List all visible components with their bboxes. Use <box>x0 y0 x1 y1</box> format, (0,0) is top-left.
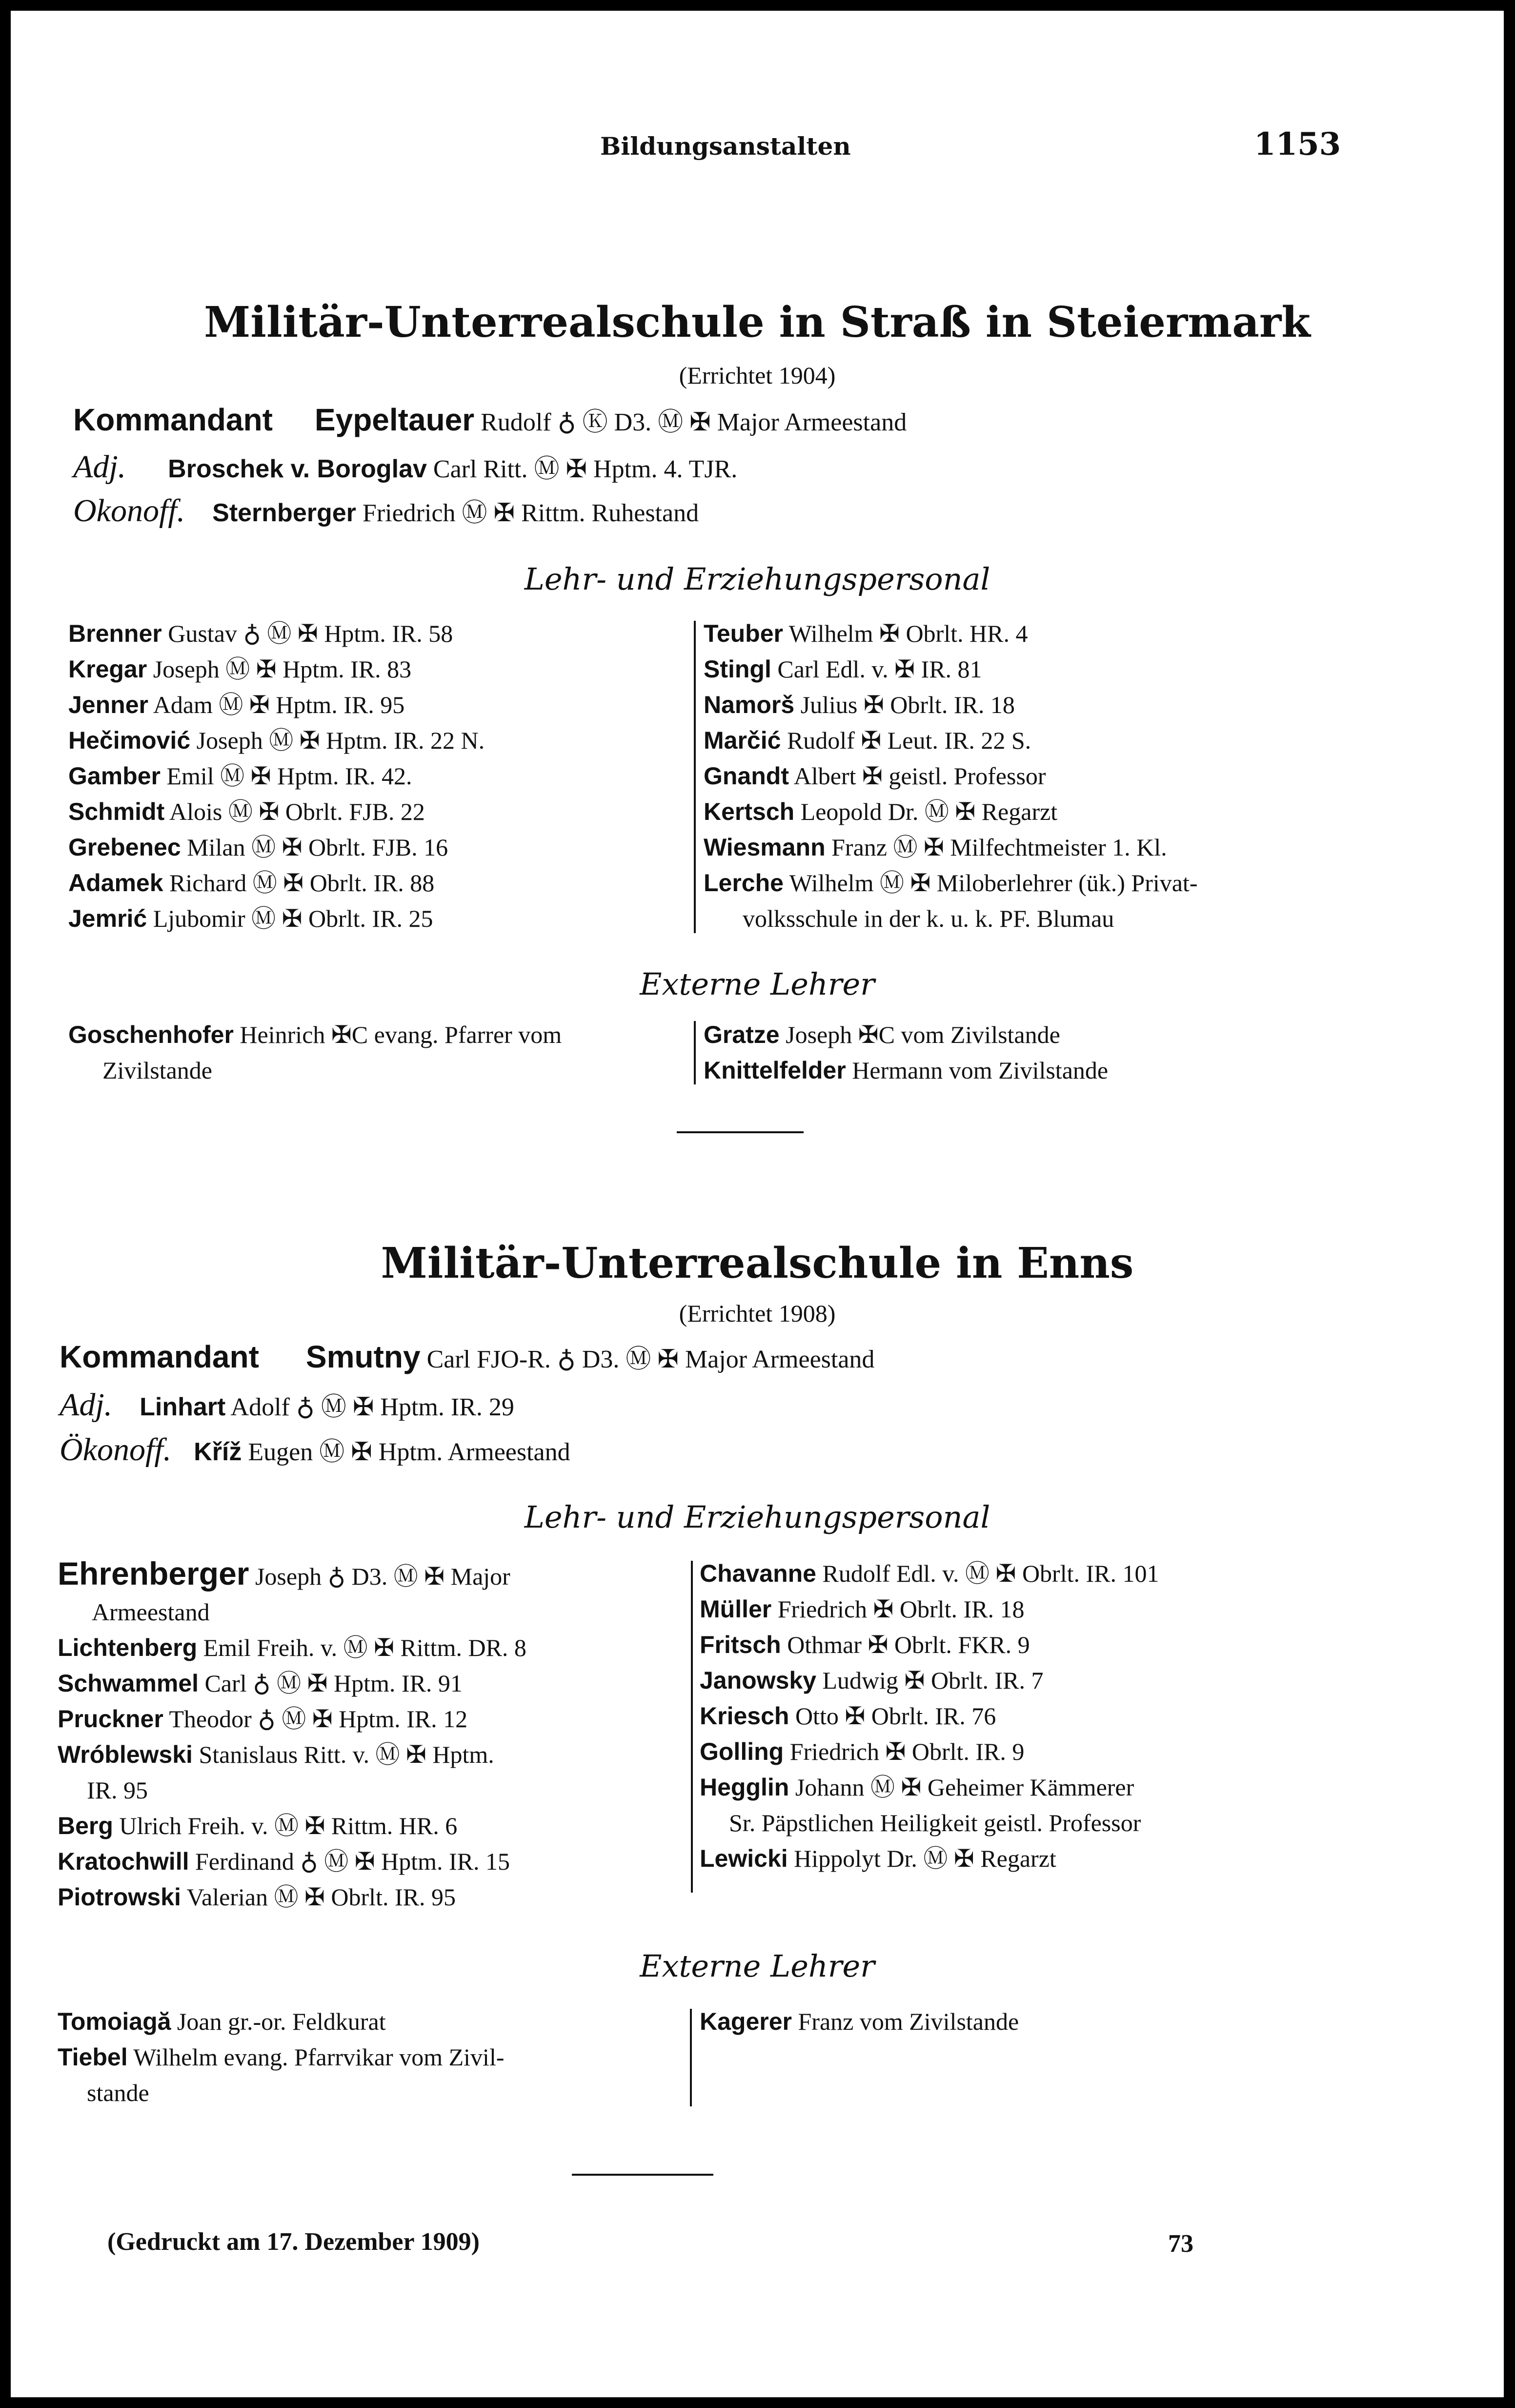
list-item: Schwammel Carl ♁ Ⓜ ✠ Hptm. IR. 91 <box>58 1670 463 1697</box>
list-item: Zivilstande <box>102 1057 212 1084</box>
role-label: Okonoff. <box>73 493 185 529</box>
list-item: Kertsch Leopold Dr. Ⓜ ✠ Regarzt <box>704 798 1058 825</box>
list-item: Wiesmann Franz Ⓜ ✠ Milfechtmeister 1. Kl. <box>704 834 1167 861</box>
list-item: Sr. Päpstlichen Heiligkeit geistl. Professor <box>729 1809 1141 1837</box>
list-item: Jemrić Ljubomir Ⓜ ✠ Obrlt. IR. 25 <box>68 905 433 932</box>
section2-staff-left <box>58 1556 526 1915</box>
list-item: Gamber Emil Ⓜ ✠ Hptm. IR. 42. <box>68 762 412 790</box>
person-details: Carl Ritt. Ⓜ ✠ Hptm. 4. TJR. <box>433 455 738 483</box>
list-item: Jenner Adam Ⓜ ✠ Hptm. IR. 95 <box>68 691 405 718</box>
list-item: volksschule in der k. u. k. PF. Blumau <box>743 905 1114 932</box>
list-item: Wróblewski Stanislaus Ritt. v. Ⓜ ✠ Hptm. <box>58 1741 494 1768</box>
person-details: Friedrich Ⓜ ✠ Rittm. Ruhestand <box>362 499 699 527</box>
list-item: Kratochwill Ferdinand ♁ Ⓜ ✠ Hptm. IR. 15 <box>58 1848 510 1875</box>
role-label: Kommandant <box>60 1339 259 1374</box>
section1-commander <box>73 401 907 438</box>
person-name: Smutny <box>305 1339 421 1374</box>
section-separator <box>677 1131 804 1133</box>
print-date: (Gedruckt am 17. Dezember 1909) <box>107 2228 480 2256</box>
section1-external-left <box>68 1017 562 1088</box>
person-details: Rudolf ♁ Ⓚ D3. Ⓜ ✠ Major Armeestand <box>481 408 907 436</box>
list-item: Chavanne Rudolf Edl. v. Ⓜ ✠ Obrlt. IR. 101 <box>700 1560 1159 1587</box>
list-item: Namorš Julius ✠ Obrlt. IR. 18 <box>704 691 1015 718</box>
list-item: Fritsch Othmar ✠ Obrlt. FKR. 9 <box>700 1631 1030 1658</box>
person-name: Linhart <box>140 1393 226 1421</box>
sheet-signature: 73 <box>1168 2230 1193 2258</box>
person-name: Kříž <box>194 1438 242 1466</box>
list-item: Berg Ulrich Freih. v. Ⓜ ✠ Rittm. HR. 6 <box>58 1812 458 1839</box>
section1-okonoff <box>73 492 699 530</box>
list-item: IR. 95 <box>87 1776 148 1804</box>
list-item: Marčić Rudolf ✠ Leut. IR. 22 S. <box>704 727 1031 754</box>
list-item: Knittelfelder Hermann vom Zivilstande <box>704 1057 1109 1084</box>
column-divider <box>690 2009 692 2106</box>
list-item: Golling Friedrich ✠ Obrlt. IR. 9 <box>700 1738 1025 1765</box>
section-separator <box>572 2174 713 2176</box>
list-item: Teuber Wilhelm ✠ Obrlt. HR. 4 <box>704 620 1028 647</box>
role-label: Adj. <box>73 449 126 485</box>
list-item: Kriesch Otto ✠ Obrlt. IR. 76 <box>700 1702 996 1730</box>
person-details: Carl FJO-R. ♁ D3. Ⓜ ✠ Major Armeestand <box>426 1346 875 1373</box>
section1-staff-heading: Lehr- und Erziehungspersonal <box>524 561 990 597</box>
list-item: Stingl Carl Edl. v. ✠ IR. 81 <box>704 655 982 683</box>
list-item: Pruckner Theodor ♁ Ⓜ ✠ Hptm. IR. 12 <box>58 1705 468 1733</box>
list-item: Lichtenberg Emil Freih. v. Ⓜ ✠ Rittm. DR. 8 <box>58 1634 526 1661</box>
column-divider <box>694 621 696 933</box>
section2-title: Militär-Unterrealschule in Enns <box>381 1239 1134 1288</box>
list-item: Tiebel Wilhelm evang. Pfarrvikar vom Zivil- <box>58 2043 505 2071</box>
section1-staff-left <box>68 616 485 937</box>
list-item: Kregar Joseph Ⓜ ✠ Hptm. IR. 83 <box>68 655 412 683</box>
list-item: Ehrenberger Joseph ♁ D3. Ⓜ ✠ Major <box>58 1555 510 1592</box>
section2-okonoff <box>60 1431 570 1469</box>
section2-staff-right <box>700 1556 1159 1877</box>
column-divider <box>694 1021 696 1084</box>
page-number: 1153 <box>1254 126 1341 163</box>
section2-staff-heading: Lehr- und Erziehungspersonal <box>524 1499 990 1535</box>
person-name: Eypeltauer <box>314 402 475 437</box>
list-item: Adamek Richard Ⓜ ✠ Obrlt. IR. 88 <box>68 869 435 897</box>
section2-external-right <box>700 2004 1019 2040</box>
person-details: Adolf ♁ Ⓜ ✠ Hptm. IR. 29 <box>230 1393 514 1421</box>
section1-external-right <box>704 1017 1108 1088</box>
role-label: Adj. <box>60 1387 113 1423</box>
section2-commander <box>60 1338 874 1375</box>
role-label: Ökonoff. <box>60 1432 172 1468</box>
list-item: Gratze Joseph ✠C vom Zivilstande <box>704 1021 1060 1048</box>
section2-adjutant <box>60 1386 514 1424</box>
list-item: Lewicki Hippolyt Dr. Ⓜ ✠ Regarzt <box>700 1845 1056 1872</box>
section1-adjutant <box>73 448 737 486</box>
person-details: Eugen Ⓜ ✠ Hptm. Armeestand <box>248 1438 570 1466</box>
section1-established: (Errichtet 1904) <box>679 362 836 389</box>
list-item: Brenner Gustav ♁ Ⓜ ✠ Hptm. IR. 58 <box>68 620 453 647</box>
person-name: Sternberger <box>212 499 356 527</box>
list-item: Kagerer Franz vom Zivilstande <box>700 2008 1019 2035</box>
list-item: stande <box>87 2079 149 2106</box>
list-item: Schmidt Alois Ⓜ ✠ Obrlt. FJB. 22 <box>68 798 425 825</box>
running-head: Bildungsanstalten <box>600 132 851 161</box>
list-item: Müller Friedrich ✠ Obrlt. IR. 18 <box>700 1595 1025 1623</box>
list-item: Janowsky Ludwig ✠ Obrlt. IR. 7 <box>700 1667 1044 1694</box>
list-item: Hečimović Joseph Ⓜ ✠ Hptm. IR. 22 N. <box>68 727 485 754</box>
role-label: Kommandant <box>73 402 273 437</box>
document-page <box>11 11 1504 2397</box>
section2-established: (Errichtet 1908) <box>679 1300 836 1327</box>
list-item: Grebenec Milan Ⓜ ✠ Obrlt. FJB. 16 <box>68 834 448 861</box>
list-item: Armeestand <box>92 1598 210 1626</box>
section1-title: Militär-Unterrealschule in Straß in Steiermark <box>204 298 1311 347</box>
column-divider <box>691 1561 693 1893</box>
list-item: Hegglin Johann Ⓜ ✠ Geheimer Kämmerer <box>700 1774 1134 1801</box>
section2-external-heading: Externe Lehrer <box>640 1948 875 1984</box>
list-item: Tomoiagă Joan gr.-or. Feldkurat <box>58 2008 386 2035</box>
section2-external-left <box>58 2004 504 2111</box>
section1-external-heading: Externe Lehrer <box>640 966 875 1002</box>
list-item: Lerche Wilhelm Ⓜ ✠ Miloberlehrer (ük.) Privat- <box>704 869 1198 897</box>
person-name: Broschek v. Boroglav <box>168 455 427 483</box>
list-item: Goschenhofer Heinrich ✠C evang. Pfarrer vom <box>68 1021 562 1048</box>
list-item: Gnandt Albert ✠ geistl. Professor <box>704 762 1046 790</box>
section1-staff-right <box>704 616 1197 937</box>
list-item: Piotrowski Valerian Ⓜ ✠ Obrlt. IR. 95 <box>58 1883 456 1911</box>
